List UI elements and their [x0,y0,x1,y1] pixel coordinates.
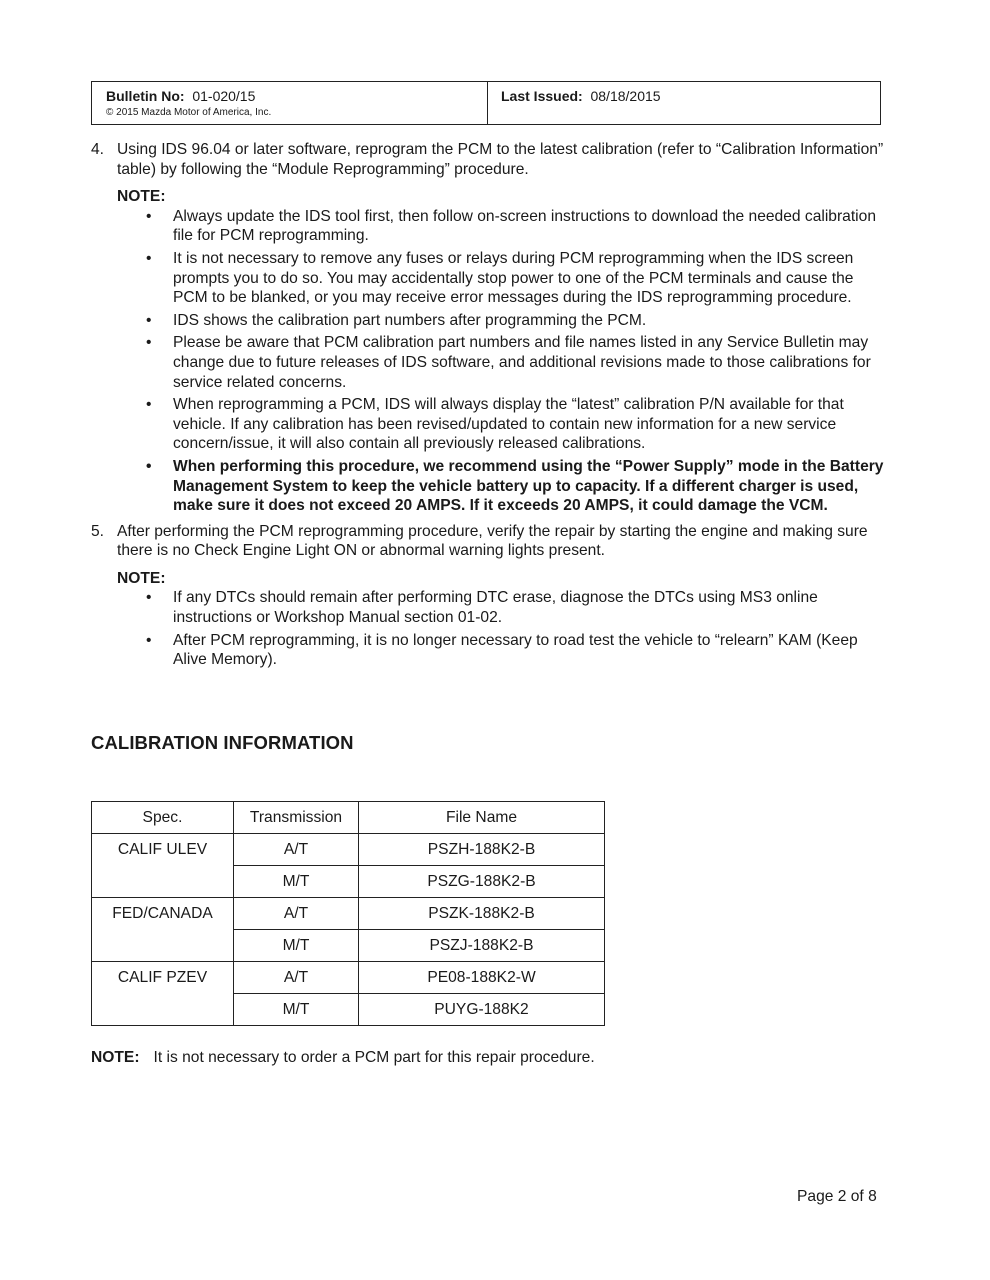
bottom-note-label: NOTE: [91,1049,140,1066]
transmission-cell: M/T [234,866,359,898]
procedure-content [91,140,886,670]
issue-info [488,82,880,124]
bottom-note [91,1049,595,1067]
section-title: CALIBRATION INFORMATION [91,732,354,753]
column-header: File Name [359,802,605,834]
list-item: • After PCM reprogramming, it is no longer necessary to road test the vehicle to “relearn” KAM (Keep Alive Memory). [146,631,858,669]
copyright: © 2015 Mazda Motor of America, Inc. [106,107,272,118]
step-4: 4. Using IDS 96.04 or later software, reprogram the PCM to the latest calibration (refer to “Calibration Information” table) by following the “Module Reprogramming” procedure. [91,141,884,178]
list-item: • Always update the IDS tool first, then follow on-screen instructions to download the needed calibration file for PCM reprogramming. [146,207,876,245]
step-5-note-label: NOTE: [117,569,166,587]
spec-cell: CALIF PZEV [92,962,234,1026]
file-name-cell: PUYG-188K2 [359,994,605,1026]
step-5: 5. After performing the PCM reprogramming procedure, verify the repair by starting the engine and making sure there is no Check Engine Light ON or abnormal warning lights present. [91,522,868,560]
transmission-cell: M/T [234,930,359,962]
bulletin-number: Bulletin No: 01-020/15 [106,88,256,104]
file-name-cell: PE08-188K2-W [359,962,605,994]
list-item: • Please be aware that PCM calibration part numbers and file names listed in any Service Bulletin may change due to future releases of IDS software, and additional revisions made to those calibrations for service related concerns. [146,334,871,391]
step-5-note-list [91,588,886,669]
bulletin-header [91,81,881,125]
column-header: Spec. [92,802,234,834]
last-issued: Last Issued: 08/18/2015 [501,88,661,104]
page-number: Page 2 of 8 [797,1188,877,1205]
step-4-note-list [91,207,886,516]
table-row [92,962,605,994]
list-item: • IDS shows the calibration part numbers after programming the PCM. [146,311,647,329]
transmission-cell: A/T [234,834,359,866]
spec-cell: CALIF ULEV [92,834,234,898]
table-row [92,834,605,866]
bulletin-info [92,82,488,124]
transmission-cell: A/T [234,962,359,994]
table-header-row [92,802,605,834]
spec-cell: FED/CANADA [92,898,234,962]
file-name-cell: PSZG-188K2-B [359,866,605,898]
transmission-cell: M/T [234,994,359,1026]
list-item-warning: • When performing this procedure, we recommend using the “Power Supply” mode in the Battery Management System to keep the vehicle battery up to capacity. If a different charger is used, make sure it does not exceed 20 AMPS. If it exceeds 20 AMPS, it could damage the VCM. [146,457,884,515]
list-item: • It is not necessary to remove any fuses or relays during PCM reprogramming when the IDS screen prompts you to do so. You may accidentally stop power to one of the PCM terminals and cause the PCM to be blanked, or you may receive error messages during the IDS reprogramming procedure. [146,249,854,307]
step-4-note-label: NOTE: [117,188,166,206]
file-name-cell: PSZK-188K2-B [359,898,605,930]
bottom-note-text: It is not necessary to order a PCM part for this repair procedure. [153,1049,595,1066]
transmission-cell: A/T [234,898,359,930]
list-item: • If any DTCs should remain after performing DTC erase, diagnose the DTCs using MS3 online instructions or Workshop Manual section 01-02. [146,589,818,627]
calibration-table [91,801,605,1026]
file-name-cell: PSZH-188K2-B [359,834,605,866]
file-name-cell: PSZJ-188K2-B [359,930,605,962]
column-header: Transmission [234,802,359,834]
list-item: • When reprogramming a PCM, IDS will always display the “latest” calibration P/N available for that vehicle. If any calibration has been revised/updated to contain new information for a new service concern/issue, it will also contain all previously released calibrations. [146,396,844,453]
table-row [92,898,605,930]
